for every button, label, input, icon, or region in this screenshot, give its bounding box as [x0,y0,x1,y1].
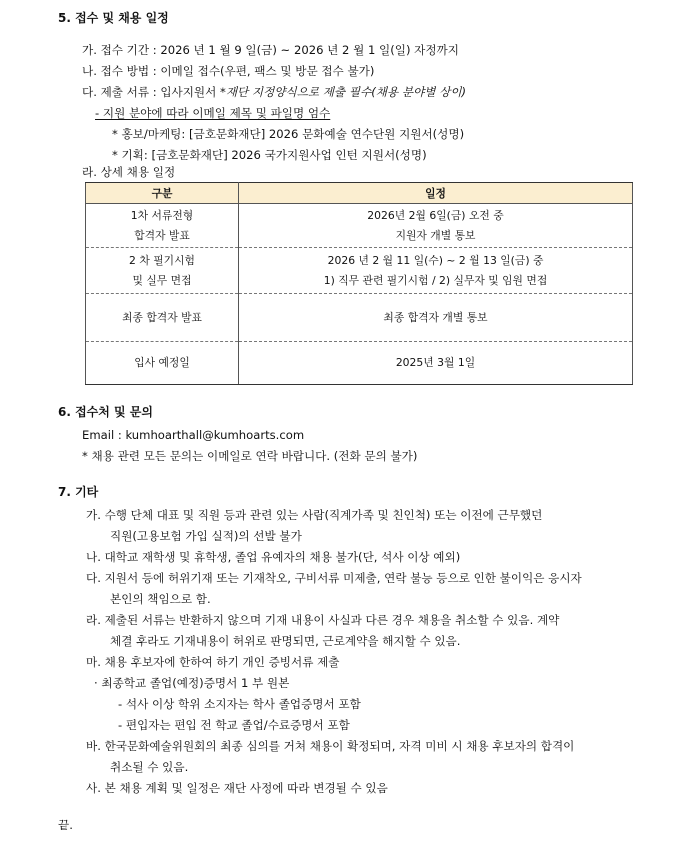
etc-item-ba: 바. 한국문화예술위원회의 최종 심의를 거쳐 채용이 확정되며, 자격 미비 시 채용 후보자의 합격이 [86,739,575,753]
contact-note: * 채용 관련 모든 문의는 이메일로 연락 바랍니다. (전화 문의 불가) [82,449,418,463]
etc-item-ba-cont: 취소될 수 있음. [110,760,189,774]
row-schedule: 최종 합격자 개별 통보 [239,294,633,342]
table-row [86,204,633,248]
row-label-line: 합격자 발표 [134,228,190,242]
etc-item-ga: 가. 수행 단체 대표 및 직원 등과 관련 있는 사람(직계가족 및 친인척) 또는 이전에 근무했던 [86,508,543,522]
subject-format-marketing: * 홍보/마케팅: [금호문화재단] 2026 문화예술 연수단원 지원서(성명) [112,127,465,141]
etc-item-ra: 라. 제출된 서류는 반환하지 않으며 기재 내용이 사실과 다른 경우 채용을 취소할 수 있음. 계약 [86,613,560,627]
column-header-schedule: 일정 [239,183,633,204]
etc-item-ma-sub2: - 편입자는 편입 전 학교 졸업/수료증명서 포함 [118,718,350,732]
required-documents [82,84,466,100]
row-schedule-line: 2026 년 2 월 11 일(수) ~ 2 월 13 일(금) 중 [327,253,544,267]
etc-item-ra-cont: 체결 후라도 기재내용이 허위로 판명되면, 근로계약을 해지할 수 있음. [110,634,461,648]
row-label: 입사 예정일 [86,342,239,385]
etc-item-ga-cont: 직원(고용보험 가입 실적)의 선발 불가 [110,529,302,543]
etc-item-ma-bullet: · 최종학교 졸업(예정)증명서 1 부 원본 [94,676,290,690]
end-mark: 끝. [58,818,73,832]
email-subject-rule: - 지원 분야에 따라 이메일 제목 및 파일명 엄수 [95,106,331,120]
table-row [86,342,633,385]
schedule-table [85,182,633,385]
row-label [86,248,239,294]
column-header-category: 구분 [86,183,239,204]
row-label-line: 2 차 필기시험 [129,253,195,267]
contact-email: Email : kumhoarthall@kumhoarts.com [82,428,305,442]
etc-item-sa: 사. 본 채용 계획 및 일정은 재단 사정에 따라 변경될 수 있음 [86,781,388,795]
row-label: 최종 합격자 발표 [86,294,239,342]
table-row [86,294,633,342]
etc-item-na: 나. 대학교 재학생 및 휴학생, 졸업 유예자의 채용 불가(단, 석사 이상 예외) [86,550,461,564]
row-schedule [239,248,633,294]
row-schedule-line: 지원자 개별 통보 [395,228,476,242]
application-method: 나. 접수 방법 : 이메일 접수(우편, 팩스 및 방문 접수 불가) [82,64,375,78]
section-7-heading: 7. 기타 [58,485,99,499]
schedule-table-header [86,183,633,204]
table-row [86,248,633,294]
section-5-heading: 5. 접수 및 채용 일정 [58,11,169,25]
row-label-line: 1차 서류전형 [130,208,194,222]
row-schedule-line: 1) 직무 관련 필기시험 / 2) 실무자 및 임원 면접 [323,273,548,287]
etc-item-ma-sub1: - 석사 이상 학위 소지자는 학사 졸업증명서 포함 [118,697,361,711]
row-label [86,204,239,248]
application-period: 가. 접수 기간 : 2026 년 1 월 9 일(금) ~ 2026 년 2 월 1 일(일) 자정까지 [82,43,459,57]
row-schedule [239,204,633,248]
required-documents-label: 다. 제출 서류 : 입사지원서 [82,85,221,99]
etc-item-da-cont: 본인의 책임으로 함. [110,592,211,606]
row-label-line: 및 실무 면접 [132,273,192,287]
row-schedule-line: 2026년 2월 6일(금) 오전 중 [367,208,504,222]
subject-format-planning: * 기획: [금호문화재단] 2026 국가지원사업 인턴 지원서(성명) [112,148,427,162]
etc-item-ma: 마. 채용 후보자에 한하여 하기 개인 증빙서류 제출 [86,655,340,669]
row-schedule: 2025년 3월 1일 [239,342,633,385]
section-6-heading: 6. 접수처 및 문의 [58,405,153,419]
schedule-heading: 라. 상세 채용 일정 [82,165,176,179]
etc-item-da: 다. 지원서 등에 허위기재 또는 기재착오, 구비서류 미제출, 연락 불능 등으로 인한 불이익은 응시자 [86,571,582,585]
required-documents-note: *재단 지정양식으로 제출 필수(채용 분야별 상이) [220,85,467,99]
